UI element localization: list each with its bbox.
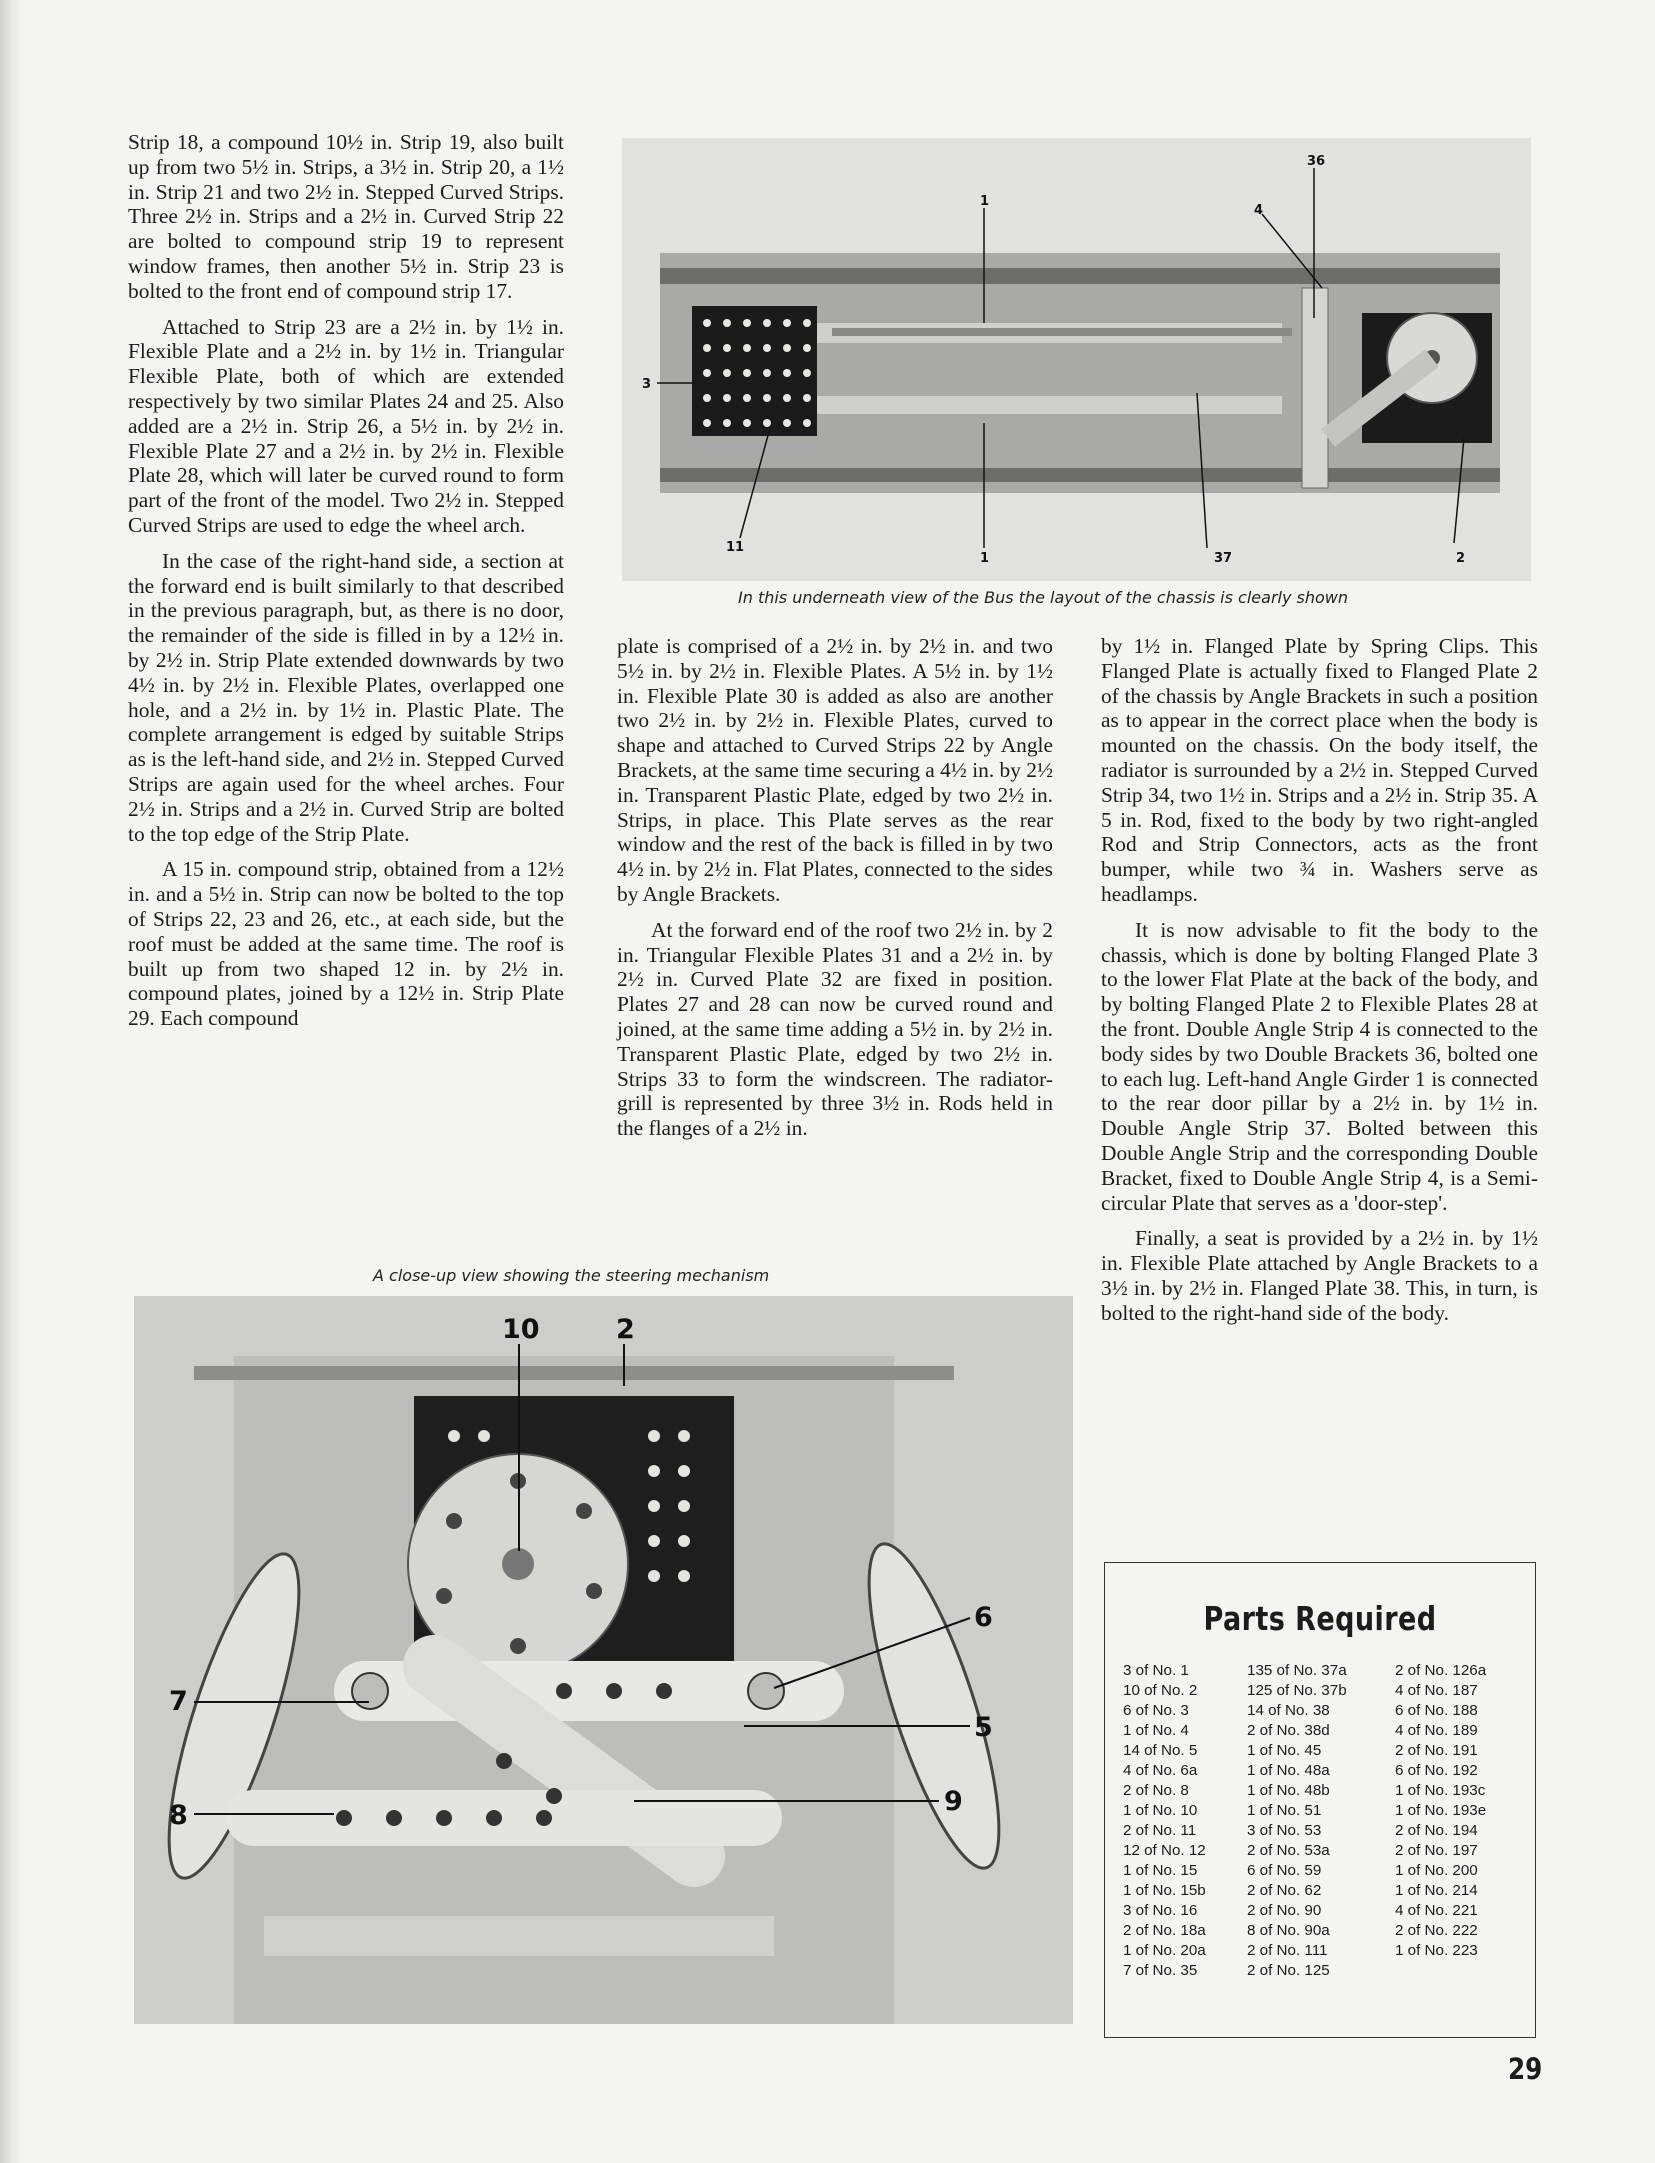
list-item: 3 of No. 53 [1247,1822,1322,1839]
list-item: 2 of No. 38d [1247,1722,1330,1739]
list-item: 1 of No. 48b [1247,1782,1330,1799]
parts-list [1123,1661,1525,1981]
list-item: 125 of No. 37b [1247,1682,1347,1699]
list-item: 1 of No. 15b [1123,1882,1206,1899]
paragraph: It is now advisable to fit the body to the chassis, which is done by bolting Flanged Plate 3 to the lower Flat Plate at the back of the body, and by bolting Flanged Plate 2 to Flexible Plates 28 at the front. Double Angle Strip 4 is connected to the body sides by two Double Brackets 36, bolted one to each lug. Left-hand Angle Girder 1 is connected to the rear door pillar by a 2½ in. by 1½ in. Double Angle Strip 37. Bolted between this Double Angle Strip and the corresponding Double Bracket, fixed to Double Angle Strip 4, is a Semi-circular Plate that serves as a 'door-step'. [1101,917,1538,1215]
paragraph: Finally, a seat is provided by a 2½ in. by 1½ in. Flexible Plate attached by Angle Brackets to a 3½ in. by 2½ in. Flanged Plate 38. This, in turn, is bolted to the right-hand side of the body. [1101,1226,1538,1325]
steering-label-9: 9 [944,1786,963,1817]
parts-title: Parts Required [1203,1599,1437,1638]
list-item: 4 of No. 187 [1395,1682,1478,1699]
list-item: 2 of No. 191 [1395,1742,1478,1759]
chassis-label-37: 37 [1214,551,1233,566]
page-number: 29 [1508,2052,1543,2086]
paragraph: by 1½ in. Flanged Plate by Spring Clips. This Flanged Plate is actually fixed to Flanged Plate 2 of the chassis by Angle Brackets in such a position as to appear in the correct place when the body is mounted on the chassis. On the body itself, the radiator is surrounded by a 2½ in. Stepped Curved Strip 34, two 1½ in. Strips and a 2½ in. Strip 35. A 5 in. Rod, fixed to the body by two right-angled Rod and Strip Connectors, acts as the front bumper, while two ¾ in. Washers serve as headlamps. [1101,634,1538,906]
list-item: 1 of No. 214 [1395,1882,1478,1899]
list-item: 4 of No. 189 [1395,1722,1478,1739]
parts-column-1 [1123,1661,1247,1981]
list-item: 6 of No. 3 [1123,1702,1189,1719]
list-item: 1 of No. 48a [1247,1762,1330,1779]
list-item: 2 of No. 11 [1123,1822,1197,1839]
steering-label-7: 7 [169,1686,188,1717]
list-item: 1 of No. 15 [1123,1862,1198,1879]
list-item: 10 of No. 2 [1123,1682,1198,1699]
list-item: 4 of No. 221 [1395,1902,1478,1919]
list-item: 4 of No. 6a [1123,1762,1198,1779]
paragraph: Attached to Strip 23 are a 2½ in. by 1½ in. Flexible Plate and a 2½ in. by 1½ in. Triangular Flexible Plate, both of which are extended respectively by two similar Plates 24 and 25. Also added are a 2½ in. Strip 26, a 5½ in. by 2½ in. Flexible Plate 27 and a 2½ in. by 2½ in. Flexible Plate 28, which will later be curved round to form part of the front of the model. Two 2½ in. Stepped Curved Strips are used to edge the wheel arch. [128,314,564,537]
chassis-label-4: 4 [1254,203,1264,218]
list-item: 2 of No. 197 [1395,1842,1478,1859]
list-item: 3 of No. 1 [1123,1662,1189,1679]
list-item: 2 of No. 125 [1247,1962,1330,1979]
steering-label-10: 10 [502,1314,540,1345]
list-item: 2 of No. 53a [1247,1842,1330,1859]
list-item: 3 of No. 16 [1123,1902,1198,1919]
list-item: 1 of No. 193e [1395,1802,1487,1819]
chassis-label-11: 11 [726,540,745,555]
list-item: 2 of No. 8 [1123,1782,1189,1799]
parts-column-3 [1395,1661,1525,1981]
steering-label-8: 8 [169,1800,188,1831]
page-binding-edge [0,0,22,2163]
steering-label-6: 6 [974,1602,993,1633]
list-item: 6 of No. 59 [1247,1862,1322,1879]
list-item: 6 of No. 188 [1395,1702,1478,1719]
list-item: 2 of No. 194 [1395,1822,1478,1839]
chassis-label-36: 36 [1307,154,1326,169]
paragraph: In the case of the right-hand side, a section at the forward end is built similarly to that described in the previous paragraph, but, as there is no door, the remainder of the side is filled in by a 12½ in. by 2½ in. Strip Plate extended downwards by two 4½ in. by 2½ in. Flexible Plates, overlapped one hole, and a 2½ in. by 1½ in. Plastic Plate. The complete arrangement is edged by suitable Strips as is the left-hand side, and 2½ in. Stepped Curved Strips are again used for the wheel arches. Four 2½ in. Strips and a 2½ in. Curved Strip are bolted to the top edge of the Strip Plate. [128,548,564,846]
chassis-caption: In this underneath view of the Bus the layout of the chassis is clearly shown [738,588,1349,607]
text-column-3 [1101,634,1538,1337]
chassis-photo [622,138,1531,581]
list-item: 1 of No. 45 [1247,1742,1322,1759]
list-item: 6 of No. 192 [1395,1762,1478,1779]
list-item: 14 of No. 38 [1247,1702,1330,1719]
text-column-2 [617,634,1053,1152]
parts-required-box [1104,1562,1536,2038]
list-item: 1 of No. 51 [1247,1802,1322,1819]
list-item: 1 of No. 20a [1123,1942,1206,1959]
steering-caption: A close-up view showing the steering mechanism [373,1266,770,1285]
chassis-label-3: 3 [642,377,652,392]
steering-photo [134,1296,1073,2024]
list-item: 1 of No. 193c [1395,1782,1486,1799]
paragraph: A 15 in. compound strip, obtained from a 12½ in. and a 5½ in. Strip can now be bolted to the top of Strips 22, 23 and 26, etc., at each side, but the roof must be added at the same time. The roof is built up from two shaped 12 in. by 2½ in. compound plates, joined by a 12½ in. Strip Plate 29. Each compound [128,857,564,1031]
list-item: 2 of No. 90 [1247,1902,1322,1919]
chassis-label-1b: 1 [980,551,990,566]
text-column-1 [128,130,564,1042]
chassis-label-1: 1 [980,194,990,209]
list-item: 2 of No. 111 [1247,1942,1328,1959]
steering-label-2: 2 [616,1314,635,1345]
list-item: 1 of No. 223 [1395,1942,1478,1959]
paragraph: plate is comprised of a 2½ in. by 2½ in. and two 5½ in. by 2½ in. Flexible Plates. A 5½ in. by 1½ in. Flexible Plate 30 is added as also are another two 2½ in. by 2½ in. Flexible Plates, curved to shape and attached to Curved Strips 22 by Angle Brackets, at the same time securing a 4½ in. by 2½ in. Transparent Plastic Plate, edged by two 2½ in. Strips, in place. This Plate serves as the rear window and the rest of the back is filled in by two 4½ in. by 2½ in. Flat Plates, connected to the sides by Angle Brackets. [617,634,1054,906]
list-item: 1 of No. 4 [1123,1722,1189,1739]
paragraph: At the forward end of the roof two 2½ in. by 2 in. Triangular Flexible Plates 31 and a 2½ in. by 2½ in. Curved Plate 32 are fixed in position. Plates 27 and 28 can now be curved round and joined, at the same time adding a 5½ in. by 2½ in. Transparent Plastic Plate, edged by two 2½ in. Strips 33 to form the windscreen. The radiator-grill is represented by three 3½ in. Rods held in the flanges of a 2½ in. [617,917,1053,1141]
list-item: 135 of No. 37a [1247,1662,1347,1679]
list-item: 8 of No. 90a [1247,1922,1330,1939]
list-item: 2 of No. 18a [1123,1922,1206,1939]
list-item: 1 of No. 10 [1123,1802,1198,1819]
list-item: 2 of No. 126a [1395,1662,1487,1679]
list-item: 14 of No. 5 [1123,1742,1198,1759]
list-item: 2 of No. 62 [1247,1882,1322,1899]
steering-label-5: 5 [974,1712,993,1743]
list-item: 12 of No. 12 [1123,1842,1206,1859]
list-item: 2 of No. 222 [1395,1922,1478,1939]
parts-column-2 [1247,1661,1395,1981]
chassis-label-2: 2 [1456,551,1466,566]
paragraph: Strip 18, a compound 10½ in. Strip 19, also built up from two 5½ in. Strips, a 3½ in. Strip 20, a 1½ in. Strip 21 and two 2½ in. Stepped Curved Strips. Three 2½ in. Strips and a 2½ in. Curved Strip 22 are bolted to compound strip 19 to represent window frames, then another 5½ in. Strip 23 is bolted to the front end of compound strip 17. [128,130,564,303]
list-item: 7 of No. 35 [1123,1962,1198,1979]
list-item: 1 of No. 200 [1395,1862,1478,1879]
